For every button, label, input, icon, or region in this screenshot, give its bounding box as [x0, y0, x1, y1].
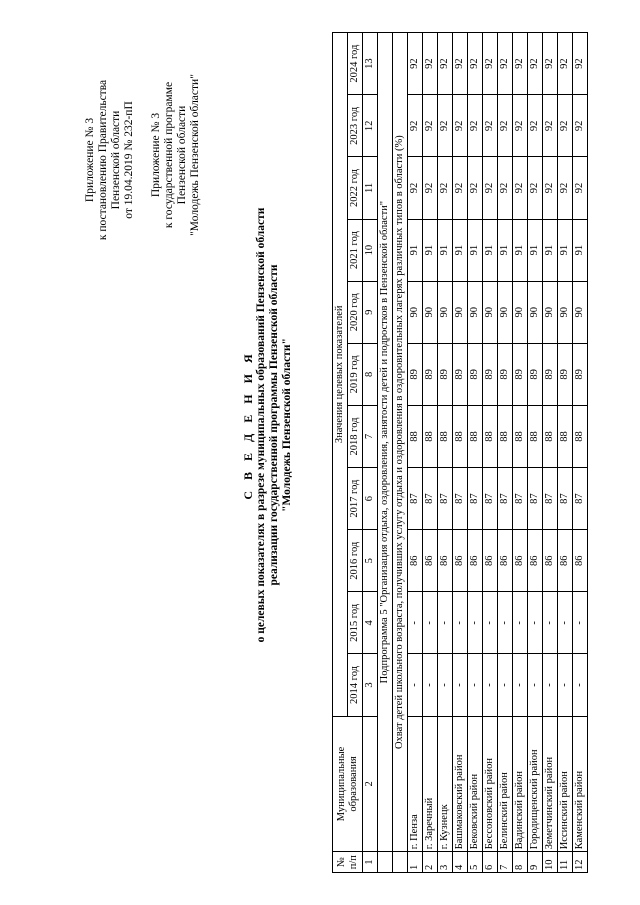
indicator-title: Охват детей школьного возраста, получивших услугу отдыха и оздоровления в оздоровительных лагерях различных типов в области (%): [393, 33, 408, 852]
value-cell: -: [573, 654, 588, 716]
column-index-cell: 4: [363, 592, 378, 654]
value-cell: -: [468, 592, 483, 654]
value-cell: 89: [468, 343, 483, 405]
value-cell: 89: [558, 343, 573, 405]
value-cell: 91: [423, 219, 438, 281]
value-cell: 86: [408, 530, 423, 592]
row-number: 9: [528, 852, 543, 873]
value-cell: 92: [408, 157, 423, 219]
value-cell: -: [408, 654, 423, 716]
municipality-name: г. Заречный: [423, 716, 438, 852]
value-cell: 88: [513, 405, 528, 467]
column-index-cell: 1: [363, 852, 378, 873]
value-cell: 91: [573, 219, 588, 281]
municipality-name: Земетчинский район: [543, 716, 558, 852]
column-index-cell: 8: [363, 343, 378, 405]
column-index-cell: 12: [363, 95, 378, 157]
subprogram-row: [378, 33, 393, 873]
value-cell: 91: [513, 219, 528, 281]
value-cell: 89: [453, 343, 468, 405]
value-cell: -: [513, 654, 528, 716]
value-cell: 87: [468, 468, 483, 530]
appendix-line: "Молодежь Пензенской области": [189, 74, 201, 236]
value-cell: 90: [528, 281, 543, 343]
value-cell: 89: [423, 343, 438, 405]
value-cell: 92: [423, 33, 438, 95]
column-index-cell: 7: [363, 405, 378, 467]
value-cell: 92: [528, 33, 543, 95]
value-cell: 87: [438, 468, 453, 530]
value-cell: 92: [423, 157, 438, 219]
value-cell: -: [528, 592, 543, 654]
value-cell: 92: [543, 95, 558, 157]
value-cell: -: [408, 592, 423, 654]
value-cell: -: [423, 592, 438, 654]
value-cell: -: [498, 592, 513, 654]
table-row: [468, 33, 483, 873]
header-target-values: Значения целевых показателей: [333, 33, 348, 717]
heading-line: реализации государственной программы Пензенской области: [268, 264, 280, 586]
column-index-cell: 2: [363, 716, 378, 852]
value-cell: 91: [468, 219, 483, 281]
value-cell: 89: [483, 343, 498, 405]
value-cell: 92: [453, 157, 468, 219]
municipality-name: Городищенский район: [528, 716, 543, 852]
value-cell: 92: [513, 95, 528, 157]
value-cell: 90: [573, 281, 588, 343]
value-cell: 92: [438, 33, 453, 95]
value-cell: 92: [483, 95, 498, 157]
year-header: 2016 год: [348, 530, 363, 592]
appendix-line: Приложение № 3: [150, 112, 162, 198]
year-header: 2024 год: [348, 33, 363, 95]
year-header: 2018 год: [348, 405, 363, 467]
value-cell: 86: [513, 530, 528, 592]
value-cell: 92: [558, 157, 573, 219]
appendix-note-resolution: [84, 10, 136, 310]
year-header: 2022 год: [348, 157, 363, 219]
value-cell: 86: [573, 530, 588, 592]
value-cell: 88: [408, 405, 423, 467]
value-cell: 90: [453, 281, 468, 343]
column-index-cell: 9: [363, 281, 378, 343]
value-cell: 89: [513, 343, 528, 405]
table-row: [498, 33, 513, 873]
appendix-line: Приложение № 3: [84, 117, 96, 203]
value-cell: 87: [543, 468, 558, 530]
appendix-line: к постановлению Правительства: [97, 79, 109, 241]
value-cell: -: [423, 654, 438, 716]
value-cell: 89: [543, 343, 558, 405]
value-cell: 88: [438, 405, 453, 467]
value-cell: 92: [543, 157, 558, 219]
value-cell: 92: [408, 33, 423, 95]
column-index-cell: 5: [363, 530, 378, 592]
value-cell: -: [453, 592, 468, 654]
appendix-note-program: [150, 10, 202, 300]
value-cell: -: [483, 654, 498, 716]
row-number: 12: [573, 852, 588, 873]
value-cell: 90: [423, 281, 438, 343]
indicators-table: [332, 32, 588, 873]
value-cell: 92: [573, 33, 588, 95]
value-cell: 92: [558, 95, 573, 157]
value-cell: 90: [513, 281, 528, 343]
appendix-line: Пензенской области: [110, 110, 122, 210]
municipality-name: Башмаковский район: [453, 716, 468, 852]
value-cell: 89: [498, 343, 513, 405]
row-number: 5: [468, 852, 483, 873]
value-cell: -: [513, 592, 528, 654]
column-index-cell: 11: [363, 157, 378, 219]
municipality-name: Белинский район: [498, 716, 513, 852]
appendix-line: от 19.04.2019 № 232-пП: [123, 101, 135, 219]
value-cell: 92: [453, 95, 468, 157]
row-number: 4: [453, 852, 468, 873]
table-row: [558, 33, 573, 873]
column-index-cell: 10: [363, 219, 378, 281]
row-number: 1: [408, 852, 423, 873]
subprogram-title: Подпрограмма 5 "Организация отдыха, оздоровления, занятости детей и подростков в Пензенской области": [378, 33, 393, 852]
value-cell: 91: [543, 219, 558, 281]
value-cell: 89: [528, 343, 543, 405]
row-number: 6: [483, 852, 498, 873]
value-cell: 92: [408, 95, 423, 157]
value-cell: 91: [528, 219, 543, 281]
value-cell: 92: [483, 33, 498, 95]
value-cell: -: [543, 654, 558, 716]
value-cell: 88: [558, 405, 573, 467]
table-row: [438, 33, 453, 873]
header-number: № п/п: [333, 852, 363, 873]
value-cell: 86: [423, 530, 438, 592]
empty-cell: [393, 852, 408, 873]
value-cell: -: [438, 592, 453, 654]
appendix-line: к государственной программе: [163, 81, 175, 229]
value-cell: 92: [513, 157, 528, 219]
column-index-cell: 13: [363, 33, 378, 95]
value-cell: -: [438, 654, 453, 716]
value-cell: 89: [573, 343, 588, 405]
value-cell: -: [573, 592, 588, 654]
value-cell: 87: [513, 468, 528, 530]
value-cell: 86: [498, 530, 513, 592]
value-cell: 92: [453, 33, 468, 95]
header-municipality: Муниципальные образования: [333, 716, 363, 852]
value-cell: 88: [573, 405, 588, 467]
year-header: 2021 год: [348, 219, 363, 281]
value-cell: 88: [528, 405, 543, 467]
table-row: [423, 33, 438, 873]
value-cell: 92: [468, 33, 483, 95]
value-cell: -: [528, 654, 543, 716]
appendix-line: Пензенской области: [176, 105, 188, 205]
value-cell: 92: [543, 33, 558, 95]
indicators-table-wrap: [332, 32, 588, 873]
value-cell: 86: [543, 530, 558, 592]
indicator-row: [393, 33, 408, 873]
heading-line: о целевых показателях в разрезе муниципальных образований Пензенской области: [255, 207, 267, 643]
table-row: [513, 33, 528, 873]
value-cell: 89: [408, 343, 423, 405]
value-cell: 92: [573, 157, 588, 219]
value-cell: 87: [423, 468, 438, 530]
value-cell: 91: [438, 219, 453, 281]
municipality-name: г. Кузнецк: [438, 716, 453, 852]
year-header: 2017 год: [348, 468, 363, 530]
value-cell: 92: [438, 95, 453, 157]
value-cell: 92: [558, 33, 573, 95]
municipality-name: Иссинский район: [558, 716, 573, 852]
value-cell: 88: [483, 405, 498, 467]
table-body: [363, 33, 588, 873]
value-cell: 88: [498, 405, 513, 467]
municipality-name: Бессоновский район: [483, 716, 498, 852]
value-cell: 90: [408, 281, 423, 343]
value-cell: 87: [528, 468, 543, 530]
column-index-cell: 6: [363, 468, 378, 530]
year-header: 2023 год: [348, 95, 363, 157]
year-header: 2015 год: [348, 592, 363, 654]
value-cell: 87: [453, 468, 468, 530]
value-cell: 86: [453, 530, 468, 592]
table-row: [573, 33, 588, 873]
value-cell: 92: [498, 157, 513, 219]
value-cell: -: [468, 654, 483, 716]
year-header: 2019 год: [348, 343, 363, 405]
table-row: [528, 33, 543, 873]
value-cell: 92: [438, 157, 453, 219]
value-cell: -: [453, 654, 468, 716]
municipality-name: г. Пенза: [408, 716, 423, 852]
document-title: С В Е Д Е Н И Я: [241, 350, 255, 500]
table-row: [483, 33, 498, 873]
value-cell: 90: [468, 281, 483, 343]
value-cell: 91: [408, 219, 423, 281]
value-cell: -: [558, 592, 573, 654]
value-cell: 90: [483, 281, 498, 343]
value-cell: 88: [423, 405, 438, 467]
heading-line: "Молодежь Пензенской области": [281, 338, 293, 512]
value-cell: -: [558, 654, 573, 716]
municipality-name: Вадинский район: [513, 716, 528, 852]
value-cell: 92: [498, 95, 513, 157]
year-header: 2020 год: [348, 281, 363, 343]
value-cell: 92: [468, 157, 483, 219]
municipality-name: Бековский район: [468, 716, 483, 852]
row-number: 2: [423, 852, 438, 873]
year-header: 2014 год: [348, 654, 363, 716]
value-cell: 87: [408, 468, 423, 530]
value-cell: 89: [438, 343, 453, 405]
value-cell: -: [483, 592, 498, 654]
value-cell: 92: [528, 157, 543, 219]
value-cell: 92: [483, 157, 498, 219]
value-cell: 90: [438, 281, 453, 343]
value-cell: -: [498, 654, 513, 716]
row-number: 8: [513, 852, 528, 873]
row-number: 11: [558, 852, 573, 873]
value-cell: 91: [453, 219, 468, 281]
value-cell: 91: [558, 219, 573, 281]
value-cell: 90: [558, 281, 573, 343]
value-cell: 87: [558, 468, 573, 530]
value-cell: 91: [498, 219, 513, 281]
value-cell: 87: [483, 468, 498, 530]
value-cell: 86: [468, 530, 483, 592]
value-cell: 92: [498, 33, 513, 95]
value-cell: 92: [513, 33, 528, 95]
municipality-name: Каменский район: [573, 716, 588, 852]
table-row: [453, 33, 468, 873]
value-cell: 86: [558, 530, 573, 592]
value-cell: 88: [468, 405, 483, 467]
value-cell: 86: [483, 530, 498, 592]
row-number: 10: [543, 852, 558, 873]
value-cell: 92: [573, 95, 588, 157]
value-cell: 87: [573, 468, 588, 530]
value-cell: 87: [498, 468, 513, 530]
value-cell: 88: [543, 405, 558, 467]
document-heading: [242, 65, 294, 785]
table-row: [543, 33, 558, 873]
value-cell: 86: [438, 530, 453, 592]
value-cell: 91: [483, 219, 498, 281]
empty-cell: [378, 852, 393, 873]
value-cell: 92: [468, 95, 483, 157]
value-cell: 90: [498, 281, 513, 343]
column-index-row: [363, 33, 378, 873]
row-number: 3: [438, 852, 453, 873]
value-cell: 92: [528, 95, 543, 157]
column-index-cell: 3: [363, 654, 378, 716]
row-number: 7: [498, 852, 513, 873]
value-cell: -: [543, 592, 558, 654]
table-row: [408, 33, 423, 873]
value-cell: 92: [423, 95, 438, 157]
value-cell: 88: [453, 405, 468, 467]
value-cell: 90: [543, 281, 558, 343]
value-cell: 86: [528, 530, 543, 592]
